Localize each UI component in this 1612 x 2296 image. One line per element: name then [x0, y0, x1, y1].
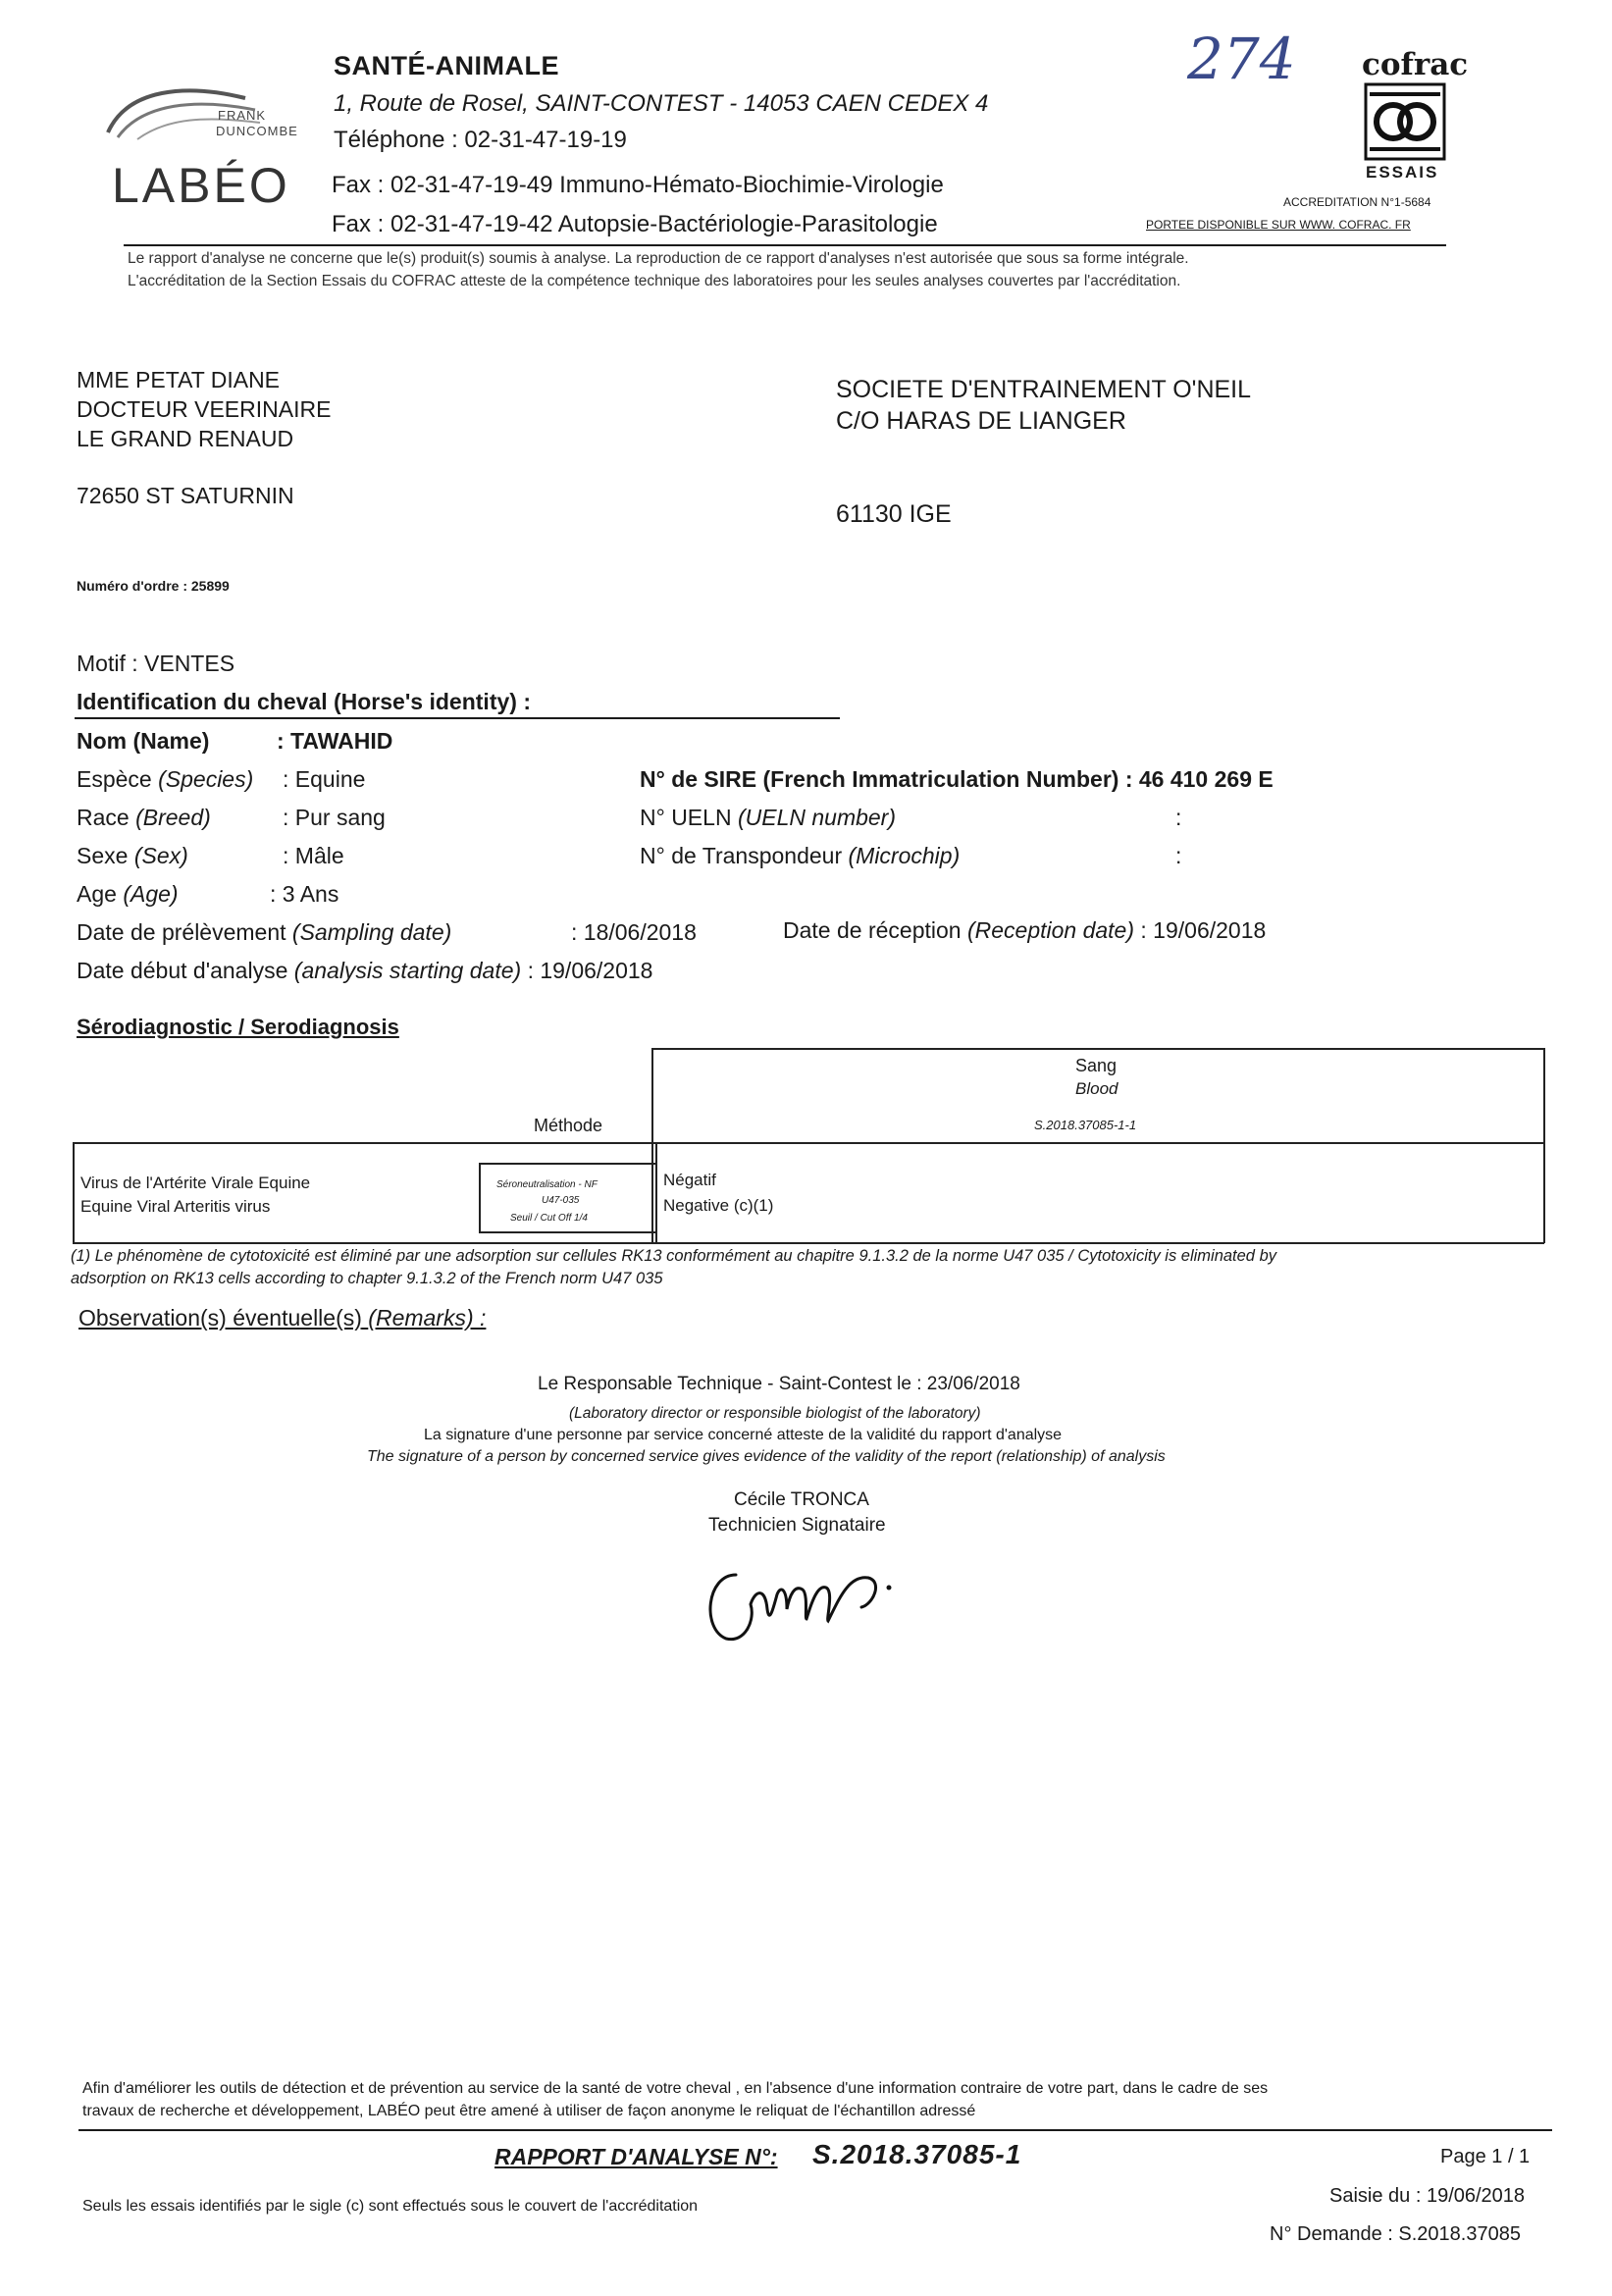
cofrac-emblem-icon [1364, 82, 1446, 161]
breed-value: : Pur sang [283, 805, 386, 830]
demande-number: N° Demande : S.2018.37085 [1270, 2223, 1521, 2245]
order-number: Numéro d'ordre : 25899 [77, 578, 230, 594]
lab-fax-2: Fax : 02-31-47-19-42 Autopsie-Bactériologie-Parasitologie [332, 211, 938, 237]
sampling-label: Date de prélèvement [77, 919, 286, 945]
logo-frank: FRANK [218, 108, 267, 123]
horse-name-value: : TAWAHID [277, 728, 393, 754]
owner-line-2: C/O HARAS DE LIANGER [836, 407, 1126, 435]
remarks-label-en: (Remarks) : [368, 1305, 487, 1331]
signature-statement-fr: La signature d'une personne par service concerné atteste de la validité du rapport d'analyse [424, 1427, 1063, 1443]
transponder-label-en: (Microchip) [848, 843, 961, 868]
responsible-line: Le Responsable Technique - Saint-Contest le : 23/06/2018 [538, 1374, 1020, 1394]
motif: Motif : VENTES [77, 651, 235, 676]
owner-line-3: 61130 IGE [836, 500, 952, 528]
owner-line-1: SOCIETE D'ENTRAINEMENT O'NEIL [836, 376, 1252, 403]
remarks-label: Observation(s) éventuelle(s) [78, 1305, 362, 1331]
handwritten-signature-icon [697, 1550, 942, 1648]
species-label: Espèce [77, 766, 152, 792]
start-label: Date début d'analyse [77, 958, 288, 983]
sampling-label-en: (Sampling date) [291, 919, 452, 945]
identification-underline [75, 717, 840, 719]
cofrac-essais: ESSAIS [1366, 163, 1439, 182]
recipient-line-1: MME PETAT DIANE [77, 367, 281, 392]
recipient-line-4: 72650 ST SATURNIN [77, 483, 294, 508]
species-label-en: (Species) [158, 766, 254, 792]
method-line-2: U47-035 [542, 1195, 580, 1206]
lab-address: 1, Route de Rosel, SAINT-CONTEST - 14053 CAEN CEDEX 4 [334, 90, 989, 117]
footnote-line-1: (1) Le phénomène de cytotoxicité est éliminé par une adsorption sur cellules RK13 conformément au chapitre 9.1.3.2 de la norme U47 035 / Cytotoxicity is eliminated by [71, 1247, 1276, 1265]
age-label: Age [77, 881, 117, 907]
breed-label-en: (Breed) [135, 805, 211, 830]
lab-phone: Téléphone : 02-31-47-19-19 [334, 127, 627, 153]
result-en: Negative (c)(1) [663, 1196, 774, 1215]
section-title: Sérodiagnostic / Serodiagnosis [77, 1015, 399, 1039]
cofrac-accreditation: ACCREDITATION N°1-5684 [1283, 195, 1431, 209]
method-line-1: Séroneutralisation - NF [496, 1179, 598, 1190]
identification-title: Identification du cheval (Horse's identity) : [77, 689, 531, 714]
sample-type-en: Blood [1075, 1079, 1118, 1098]
recipient-line-3: LE GRAND RENAUD [77, 426, 294, 451]
cofrac-portee: PORTEE DISPONIBLE SUR WWW. COFRAC. FR [1146, 218, 1411, 232]
sampling-value: : 18/06/2018 [571, 919, 697, 945]
analysis-name-en: Equine Viral Arteritis virus [80, 1197, 271, 1216]
reception-label-en: (Reception date) [966, 917, 1135, 943]
sex-value: : Mâle [283, 843, 344, 868]
horse-name-label: Nom (Name) [77, 728, 210, 754]
sire-number: N° de SIRE (French Immatriculation Number) : 46 410 269 E [640, 766, 1274, 792]
recipient-line-2: DOCTEUR VEERINAIRE [77, 396, 332, 422]
saisie-date: Saisie du : 19/06/2018 [1329, 2185, 1526, 2207]
reception-label: Date de réception [783, 917, 962, 943]
signatory-title: Technicien Signataire [708, 1515, 886, 1536]
logo-duncombe: DUNCOMBE [216, 124, 298, 138]
start-label-en: (analysis starting date) [293, 958, 522, 983]
ueln-label-en: (UELN number) [737, 805, 896, 830]
sex-label: Sexe [77, 843, 129, 868]
handwritten-number: 274 [1187, 26, 1296, 92]
lab-department: SANTÉ-ANIMALE [334, 51, 559, 80]
transponder-value: : [1175, 843, 1182, 868]
sample-id: S.2018.37085-1-1 [1034, 1118, 1137, 1132]
report-label: RAPPORT D'ANALYSE N°: [494, 2144, 778, 2169]
method-header: Méthode [534, 1116, 603, 1135]
method-line-3: Seuil / Cut Off 1/4 [510, 1213, 588, 1224]
notice-line-1: Afin d'améliorer les outils de détection et de prévention au service de la santé de votre cheval , en l'absence d'une information contraire de votre part, dans le cadre de ses [82, 2080, 1269, 2097]
sample-type: Sang [1075, 1056, 1118, 1075]
age-label-en: (Age) [123, 881, 179, 907]
signature-statement-en: The signature of a person by concerned service gives evidence of the validity of the report (relationship) of analysis [367, 1448, 1166, 1465]
breed-label: Race [77, 805, 130, 830]
footnote-line-2: adsorption on RK13 cells according to chapter 9.1.3.2 of the French norm U47 035 [71, 1270, 663, 1287]
start-value: : 19/06/2018 [527, 958, 653, 983]
species-value: : Equine [283, 766, 366, 792]
logo-labeo: LABÉO [112, 158, 290, 213]
signatory-name: Cécile TRONCA [734, 1489, 869, 1510]
age-value: : 3 Ans [270, 881, 339, 907]
cofrac-name: cofrac [1362, 47, 1469, 82]
analysis-name-fr: Virus de l'Artérite Virale Equine [80, 1174, 311, 1192]
reception-value: : 19/06/2018 [1140, 917, 1267, 943]
notice-line-2: travaux de recherche et développement, LABÉO peut être amené à utiliser de façon anonyme le reliquat de l'échantillon adressé [82, 2103, 976, 2119]
page-number: Page 1 / 1 [1440, 2146, 1531, 2167]
lab-fax-1: Fax : 02-31-47-19-49 Immuno-Hémato-Biochimie-Virologie [332, 172, 944, 198]
sex-label-en: (Sex) [133, 843, 188, 868]
result-fr: Négatif [663, 1171, 716, 1189]
report-number: S.2018.37085-1 [812, 2139, 1022, 2169]
disclaimer-line-1: Le rapport d'analyse ne concerne que le(s) produit(s) soumis à analyse. La reproduction de ce rapport d'analyses n'est autorisée que sous sa forme intégrale. [128, 250, 1189, 267]
transponder-label: N° de Transpondeur [640, 843, 843, 868]
accreditation-note: Seuls les essais identifiés par le sigle (c) sont effectués sous le couvert de l'accréditation [82, 2198, 699, 2215]
ueln-label: N° UELN [640, 805, 732, 830]
responsible-line-en: (Laboratory director or responsible biologist of the laboratory) [569, 1405, 981, 1422]
ueln-value: : [1175, 805, 1182, 830]
header-divider [124, 244, 1446, 246]
disclaimer-line-2: L'accréditation de la Section Essais du COFRAC atteste de la compétence technique des laboratoires pour les seules analyses couvertes par l'accréditation. [128, 273, 1181, 289]
footer-divider [78, 2129, 1552, 2131]
